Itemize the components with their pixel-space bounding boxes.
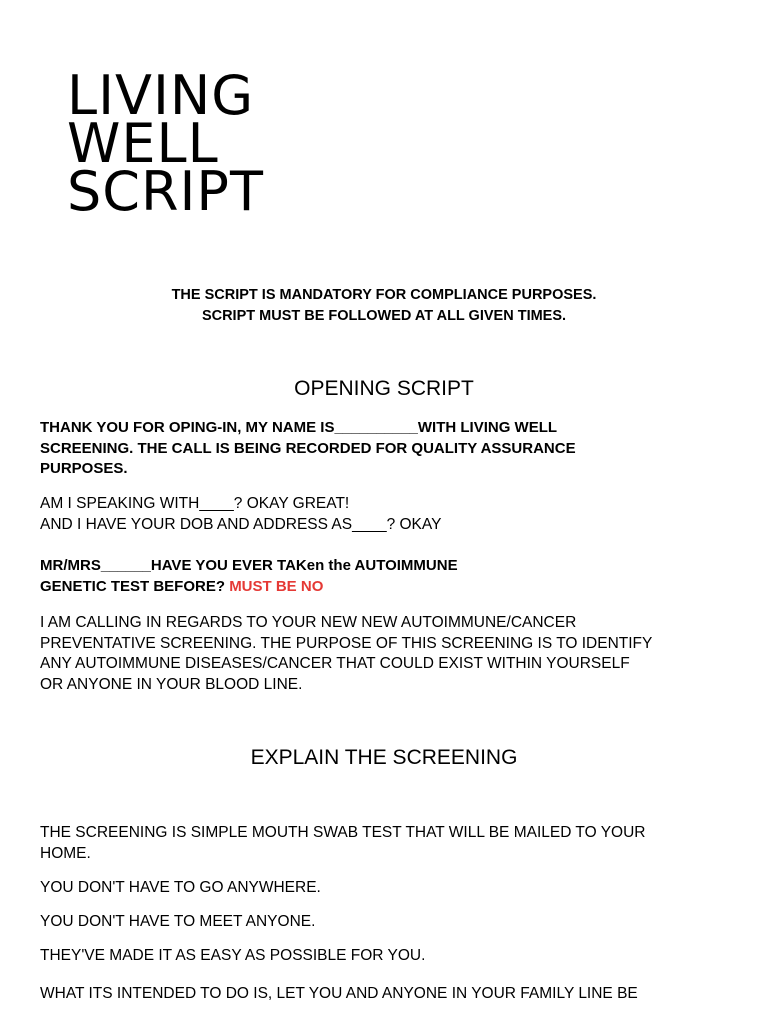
no-meeting-paragraph: YOU DON'T HAVE TO MEET ANYONE. — [40, 913, 316, 930]
intent-paragraph: WHAT ITS INTENDED TO DO IS, LET YOU AND ANYONE IN YOUR FAMILY LINE BE — [40, 985, 638, 1002]
title-line-3: SCRIPT — [67, 160, 264, 223]
notice-line-2: SCRIPT MUST BE FOLLOWED AT ALL GIVEN TIMES. — [201, 308, 567, 324]
explain-screening-heading: EXPLAIN THE SCREENING — [250, 746, 518, 769]
swab-line-1: THE SCREENING IS SIMPLE MOUTH SWAB TEST THAT WILL BE MAILED TO YOUR — [40, 824, 646, 841]
prior-test-question — [40, 556, 740, 597]
easy-paragraph: THEY'VE MADE IT AS EASY AS POSSIBLE FOR YOU. — [40, 947, 426, 964]
purpose-paragraph — [40, 613, 740, 695]
verify-line-1: AM I SPEAKING WITH____? OKAY GREAT! — [40, 495, 350, 512]
purpose-line-2: PREVENTATIVE SCREENING. THE PURPOSE OF THIS SCREENING IS TO IDENTIFY — [40, 634, 653, 652]
opening-intro-paragraph — [40, 418, 740, 480]
swab-line-2: HOME. — [40, 844, 91, 862]
notice-line-1: THE SCRIPT IS MANDATORY FOR COMPLIANCE PURPOSES. — [171, 287, 597, 303]
purpose-line-3: ANY AUTOIMMUNE DISEASES/CANCER THAT COULD EXIST WITHIN YOURSELF — [40, 655, 630, 672]
compliance-notice — [0, 285, 768, 327]
intro-line-1: THANK YOU FOR OPING-IN, MY NAME IS__________WITH LIVING WELL — [40, 419, 558, 436]
question-text: GENETIC TEST BEFORE? — [40, 577, 226, 595]
swab-test-paragraph — [40, 823, 740, 864]
question-line-2 — [40, 577, 740, 598]
document-title — [67, 64, 264, 223]
purpose-line-1: I AM CALLING IN REGARDS TO YOUR NEW NEW AUTOIMMUNE/CANCER — [40, 614, 577, 631]
intro-line-3: PURPOSES. — [40, 460, 128, 477]
intro-line-2: SCREENING. THE CALL IS BEING RECORDED FOR QUALITY ASSURANCE — [40, 439, 576, 457]
must-be-no-note: MUST BE NO — [229, 577, 324, 595]
title-line-1: LIVING — [67, 64, 255, 127]
opening-script-heading: OPENING SCRIPT — [294, 377, 474, 400]
verify-paragraph — [40, 494, 740, 535]
purpose-line-4: OR ANYONE IN YOUR BLOOD LINE. — [40, 675, 303, 693]
no-travel-paragraph: YOU DON'T HAVE TO GO ANYWHERE. — [40, 879, 321, 896]
question-line-1: MR/MRS______HAVE YOU EVER TAKen the AUTOIMMUNE — [40, 557, 458, 574]
verify-line-2: AND I HAVE YOUR DOB AND ADDRESS AS____? OKAY — [40, 515, 442, 533]
title-line-2: WELL — [67, 112, 219, 175]
